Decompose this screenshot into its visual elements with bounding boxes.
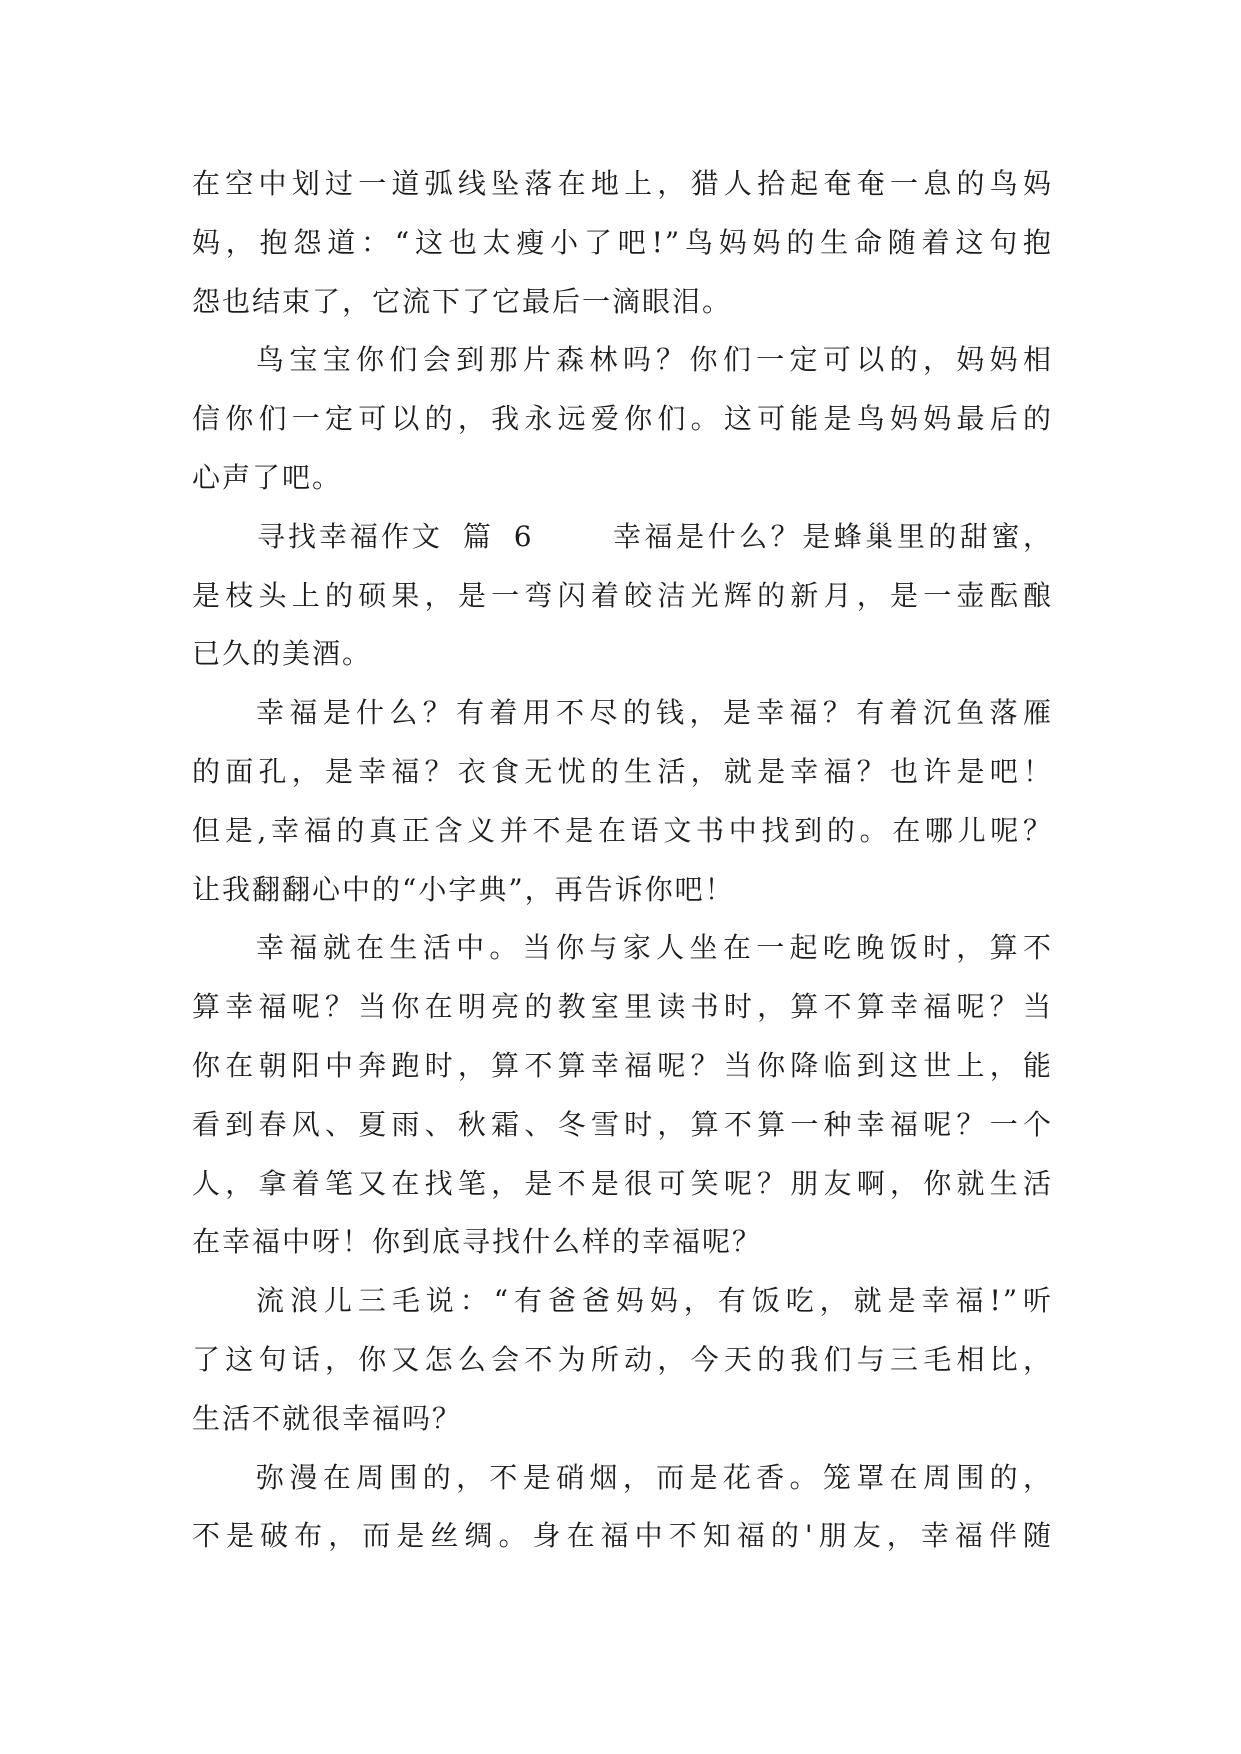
text-line: 流浪儿三毛说：“有爸爸妈妈，有饭吃，就是幸福!”听	[256, 1284, 1053, 1318]
text-line: 但是,幸福的真正含义并不是在语文书中找到的。在哪儿呢？	[192, 813, 1053, 847]
paragraph	[192, 1449, 1053, 1567]
text-line: 算幸福呢？当你在明亮的教室里读书时，算不算幸福呢？当	[192, 990, 1053, 1024]
text-line: 是枝头上的硕果，是一弯闪着皎洁光辉的新月，是一壶酝酿	[192, 578, 1053, 612]
text-line: 心声了吧。	[192, 460, 343, 494]
text-line: 你在朝阳中奔跑时，算不算幸福呢？当你降临到这世上，能	[192, 1048, 1053, 1082]
text-line: 了这句话，你又怎么会不为所动，今天的我们与三毛相比，	[192, 1342, 1053, 1376]
text-line: 看到春风、夏雨、秋霜、冬雪时，算不算一种幸福呢？一个	[192, 1107, 1053, 1141]
text-line: 幸福是什么？是蜂巢里的甜蜜，	[613, 519, 1053, 553]
text-line: 的面孔，是幸福？衣食无忧的生活，就是幸福？也许是吧！	[192, 754, 1053, 788]
paragraph	[192, 331, 1053, 507]
text-line: 在幸福中呀！你到底寻找什么样的幸福呢？	[192, 1225, 763, 1259]
text-line: 已久的美酒。	[192, 637, 373, 671]
text-line: 弥漫在周围的，不是硝烟，而是花香。笼罩在周围的，	[256, 1460, 1053, 1494]
text-line: 人，拿着笔又在找笔，是不是很可笑呢？朋友啊，你就生活	[192, 1166, 1053, 1200]
document-body	[192, 155, 1053, 1566]
text-line: 妈，抱怨道：“这也太瘦小了吧!”鸟妈妈的生命随着这句抱	[192, 225, 1053, 259]
text-line: 不是破布，而是丝绸。身在福中不知福的'朋友，幸福伴随	[192, 1519, 1053, 1553]
text-line: 怨也结束了，它流下了它最后一滴眼泪。	[192, 284, 733, 318]
section-heading: 寻找幸福作文 篇 6	[257, 519, 535, 553]
text-line: 让我翻翻心中的“小字典”，再告诉你吧！	[192, 872, 735, 906]
paragraph	[192, 155, 1053, 331]
text-line: 幸福就在生活中。当你与家人坐在一起吃晚饭时，算不	[256, 931, 1053, 965]
paragraph	[192, 508, 1053, 684]
text-line: 鸟宝宝你们会到那片森林吗？你们一定可以的，妈妈相	[256, 343, 1053, 377]
paragraph	[192, 684, 1053, 919]
heading-line	[192, 508, 1053, 567]
text-line: 信你们一定可以的，我永远爱你们。这可能是鸟妈妈最后的	[192, 402, 1053, 436]
paragraph	[192, 919, 1053, 1272]
text-line: 生活不就很幸福吗？	[192, 1401, 463, 1435]
text-line: 幸福是什么？有着用不尽的钱，是幸福？有着沉鱼落雁	[256, 696, 1053, 730]
text-line: 在空中划过一道弧线坠落在地上，猎人拾起奄奄一息的鸟妈	[192, 167, 1053, 200]
paragraph	[192, 1272, 1053, 1448]
